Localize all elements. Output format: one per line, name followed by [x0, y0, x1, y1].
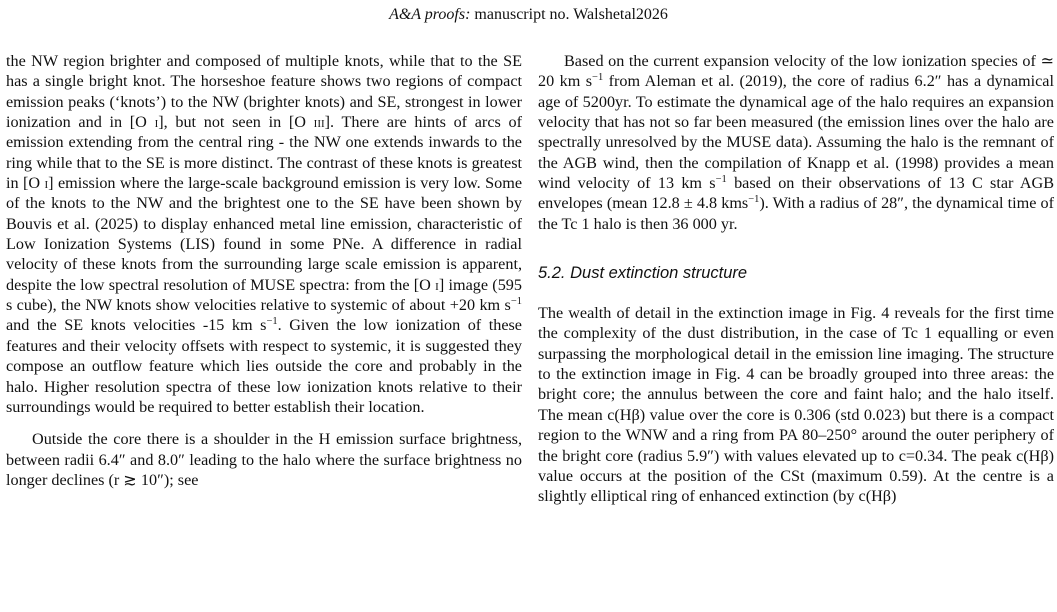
section-heading: 5.2. Dust extinction structure [538, 264, 748, 283]
left-paragraph-1: the NW region brighter and composed of multiple knots, while that to the SE has a single bright knot. The horseshoe feature shows two regions of compact emission peaks (‘knots’) to the NW (brighter knots) and SE, strongest in lower ionization and in [O i], but not seen in [O iii]. There are hints of arcs of emission extending from the central ring - the NW one extends inwards to the ring while that to the SE is more distinct. The contrast of these knots is greatest in [O i] emission where the large-scale background emission is very low. Some of the knots to the NW and the brightest one to the SE have been shown by Bouvis et al. (2025) to display enhanced metal line emission, characteristic of Low Ionization Systems (LIS) found in some PNe. A difference in radial velocity of these knots from the surrounding large scale emission is apparent, despite the low spectral resolution of MUSE spectra: from the [O i] image (595 s cube), the NW knots show velocities relative to systemic of about +20 km $s^{-1}$ and the SE knots velocities -15 km $s^{-1}$. Given the low ionization of these features and their velocity offsets with respect to systemic, it is suggested they compose an outflow feature which lies outside the core and probably in the halo. Higher resolution spectra of these low ionization knots relative to their surroundings would be required to better establish their location. [6, 52, 522, 416]
left-paragraph-2: Outside the core there is a shoulder in the H emission surface brightness, between radii 6.4″ and 8.0″ leading to the halo where the surface brightness no longer declines (r ≳ 10″); see [6, 430, 522, 489]
right-paragraph-2: The wealth of detail in the extinction image in Fig. 4 reveals for the first time the complexity of the dust distribution, in the case of Tc 1 equalling or even surpassing the morphological detail in the emission line imaging. The structure to the extinction image in Fig. 4 can be broadly grouped into three areas: the bright core; the annulus between the core and faint halo; and the halo itself. The mean c(Hβ) value over the core is 0.306 (std 0.023) but there is a compact region to the WNW and a ring from PA 80–250° around the outer periphery of the bright core (radius 5.9″) with values elevated up to c=0.34. The peak c(Hβ) value occurs at the position of the CSt (maximum 0.59). At the centre is a slightly elliptical ring of enhanced extinction (by c(Hβ) [538, 304, 1054, 506]
right-paragraph-1: Based on the current expansion velocity of the low ionization species of ≃ 20 km $s^{-1}$ from Aleman et al. (2019), the core of radius 6.2″ has a dynamical age of 5200yr. To estimate the dynamical age of the halo requires an expansion velocity that has not so far been measured (the emission lines over the halo are spectrally unresolved by the MUSE data). Assuming the halo is the remnant of the AGB wind, then the compilation of Knapp et al. (1998) provides a mean wind velocity of 13 km $s^{-1}$ based on their observations of 13 C star AGB envelopes (mean 12.8 ± 4.8 kms$^{-1}$). With a radius of 28″, the dynamical time of the Tc 1 halo is then 36 000 yr. [538, 52, 1054, 233]
right-column [538, 51, 1054, 507]
left-column [6, 51, 522, 490]
page-header [0, 5, 1057, 25]
manuscript-id: manuscript no. Walshetal2026 [474, 6, 668, 23]
journal-name: A&A proofs: [389, 6, 471, 23]
